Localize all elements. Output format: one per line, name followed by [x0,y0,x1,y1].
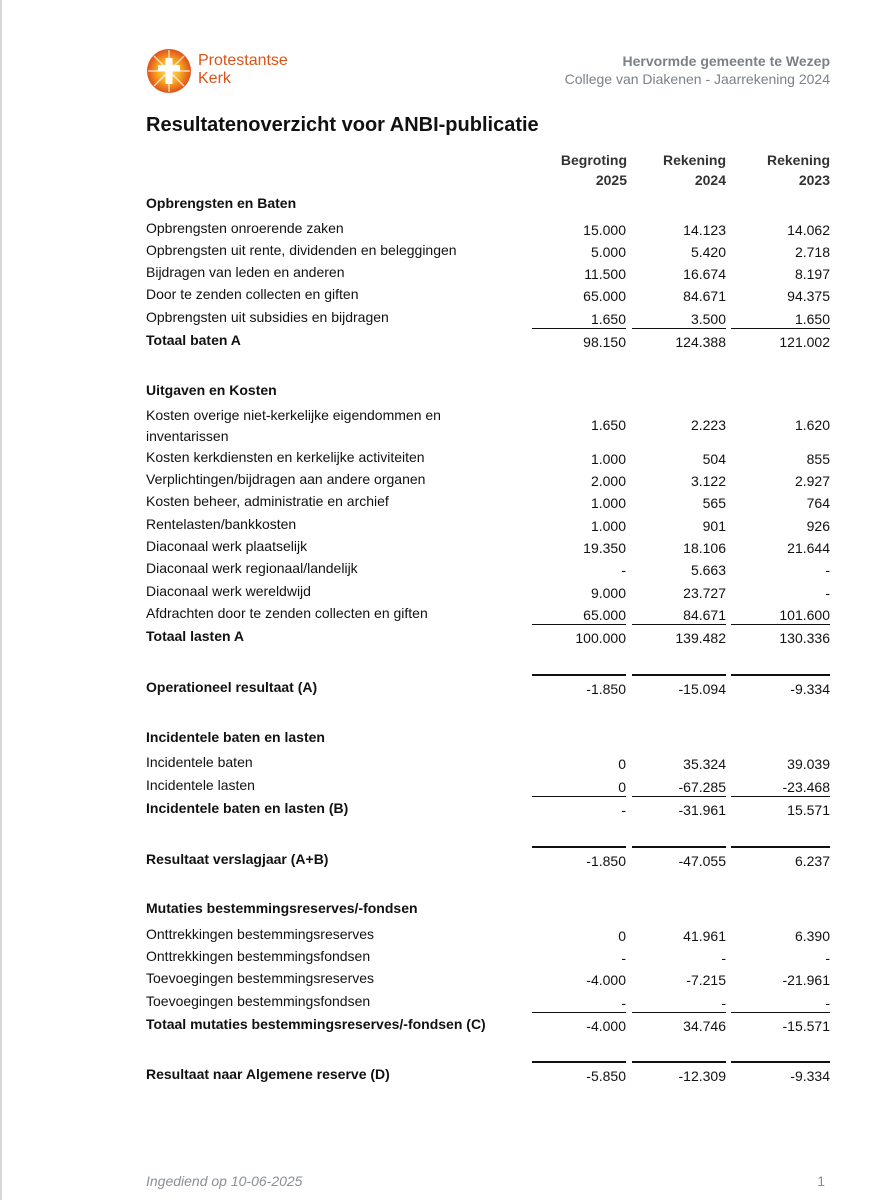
cell-value-col2: -15.094 [678,681,726,697]
cell-value-col3: 855 [806,451,830,467]
cell-value-col1: 2.000 [590,473,626,489]
row-label-text: Resultaat naar Algemene reserve (D) [146,1066,390,1082]
row-label-text: Incidentele baten en lasten (B) [146,800,349,816]
page-edge [0,0,2,1200]
cell-value-col2: - [721,950,726,966]
cell-value-col1: -1.850 [586,681,626,697]
row-label [146,193,526,214]
row-label-text: Kosten kerkdiensten en kerkelijke activiteiten [146,449,425,465]
cell-value-col2: 84.671 [683,288,726,304]
logo-line2: Kerk [198,70,231,87]
cell-value-col3: - [825,585,830,601]
column-header-line2: 2023 [798,172,830,188]
subtotal-rule [532,624,626,625]
row-label-text: Onttrekkingen bestemmingsreserves [146,926,374,942]
cell-value-col2: 124.388 [675,334,726,350]
cell-value-col3: - [825,950,830,966]
page-number: 1 [817,1173,825,1189]
row-label-text: Totaal baten A [146,332,241,348]
cell-value-col1: 1.000 [590,451,626,467]
result-rule [731,846,830,848]
row-label-text: Operationeel resultaat (A) [146,679,318,695]
row-label [146,380,526,401]
result-rule [731,674,830,676]
cell-value-col3: - [825,995,830,1011]
row-label-text: Opbrengsten uit rente, dividenden en beleggingen [146,242,457,258]
cell-value-col3: -23.468 [782,779,830,795]
cell-value-col3: 926 [806,518,830,534]
cell-value-col3: 2.718 [794,244,830,260]
subtotal-rule [731,796,830,797]
column-header-1 [527,150,627,190]
row-label-text: Totaal mutaties bestemmingsreserves/-fondsen (C) [146,1016,486,1032]
column-header-2 [626,150,726,190]
row-label-text: Bijdragen van leden en anderen [146,264,345,280]
result-rule [532,846,626,848]
cell-value-col2: 35.324 [683,756,726,772]
row-label-text: Diaconaal werk wereldwijd [146,583,311,599]
row-label-text: Diaconaal werk plaatselijk [146,538,308,554]
result-rule [632,1061,726,1063]
cell-value-col1: 0 [618,756,626,772]
subtotal-rule [632,1012,726,1013]
cell-value-col3: 130.336 [779,630,830,646]
row-label [146,514,526,535]
submitted-date: Ingediend op 10-06-2025 [146,1173,303,1189]
logo-line1: Protestantse [198,52,288,69]
row-label [146,218,526,239]
cell-value-col1: 0 [618,779,626,795]
row-label-text: Totaal lasten A [146,628,245,644]
cell-value-col1: 100.000 [575,630,626,646]
cell-value-col3: - [825,562,830,578]
document-header [565,52,830,88]
row-label-text: Verplichtingen/bijdragen aan andere organen [146,471,426,487]
org-name: Hervormde gemeente te Wezep [622,53,830,69]
cell-value-col3: 1.620 [794,417,830,433]
cell-value-col2: 14.123 [683,222,726,238]
cell-value-col3: 121.002 [779,334,830,350]
logo-wordmark [198,52,288,88]
cell-value-col3: -9.334 [790,1068,830,1084]
protestantse-kerk-logo-icon [146,48,192,94]
row-label-text: Uitgaven en Kosten [146,382,277,398]
cell-value-col1: -4.000 [586,972,626,988]
cell-value-col1: -4.000 [586,1018,626,1034]
cell-value-col3: 14.062 [787,222,830,238]
cell-value-col1: - [621,950,626,966]
row-label-text-line2: inventarissen [146,428,229,444]
cell-value-col1: 9.000 [590,585,626,601]
cell-value-col2: 23.727 [683,585,726,601]
row-label-text: Toevoegingen bestemmingsfondsen [146,993,371,1009]
cell-value-col2: 139.482 [675,630,726,646]
cell-value-col3: -15.571 [782,1018,830,1034]
row-label-text: Kosten overige niet-kerkelijke eigendommen en [146,407,441,423]
cell-value-col2: -12.309 [678,1068,726,1084]
cell-value-col2: 3.500 [690,311,726,327]
cell-value-col2: -47.055 [678,853,726,869]
cell-value-col1: 19.350 [583,540,626,556]
row-label [146,752,526,773]
result-rule [532,1061,626,1063]
subtotal-rule [731,328,830,329]
row-label-text: Opbrengsten en Baten [146,195,297,211]
cell-value-col3: 6.390 [794,928,830,944]
report-subtitle: College van Diakenen - Jaarrekening 2024 [564,71,830,87]
row-label-text: Toevoegingen bestemmingsreserves [146,970,375,986]
row-label [146,603,526,624]
row-label [146,536,526,557]
cell-value-col2: -7.215 [686,972,726,988]
cell-value-col1: - [621,562,626,578]
row-label-text: Door te zenden collecten en giften [146,286,359,302]
cell-value-col3: 39.039 [787,756,830,772]
cell-value-col3: -9.334 [790,681,830,697]
column-header-line1: Rekening [662,152,726,168]
cell-value-col1: 1.000 [590,495,626,511]
row-label-text: Incidentele baten [146,754,253,770]
row-label-text: Diaconaal werk regionaal/landelijk [146,560,358,576]
cell-value-col3: 21.644 [787,540,830,556]
cell-value-col3: 6.237 [794,853,830,869]
column-header-3 [730,150,830,190]
cell-value-col2: 34.746 [683,1018,726,1034]
cell-value-col2: 18.106 [683,540,726,556]
cell-value-col1: - [621,995,626,1011]
subtotal-rule [532,328,626,329]
cell-value-col1: - [621,802,626,818]
row-label [146,558,526,579]
cell-value-col3: -21.961 [782,972,830,988]
row-label [146,968,526,989]
cell-value-col2: 16.674 [683,266,726,282]
row-label [146,262,526,283]
row-label [146,727,526,748]
row-label [146,330,526,351]
row-label-text: Opbrengsten onroerende zaken [146,220,344,236]
row-label [146,491,526,512]
row-label [146,946,526,967]
cell-value-col2: 84.671 [683,607,726,623]
subtotal-rule [731,1012,830,1013]
row-label [146,1014,526,1035]
cell-value-col1: 65.000 [583,607,626,623]
row-label-text: Afdrachten door te zenden collecten en giften [146,605,428,621]
cell-value-col3: 2.927 [794,473,830,489]
row-label-text: Mutaties bestemmingsreserves/-fondsen [146,900,418,916]
cell-value-col1: 98.150 [583,334,626,350]
row-label [146,469,526,490]
subtotal-rule [532,796,626,797]
cell-value-col3: 15.571 [787,802,830,818]
row-label [146,1064,526,1085]
row-label [146,924,526,945]
column-header-line1: Rekening [766,152,830,168]
page-title: Resultatenoverzicht voor ANBI-publicatie [146,114,539,136]
cell-value-col1: 0 [618,928,626,944]
column-header-line2: 2024 [694,172,726,188]
cell-value-col1: 1.650 [590,311,626,327]
cell-value-col2: 2.223 [690,417,726,433]
cell-value-col1: 11.500 [584,266,626,282]
cell-value-col1: 1.000 [590,518,626,534]
cell-value-col1: 15.000 [583,222,626,238]
row-label-text: Incidentele lasten [146,777,255,793]
result-rule [731,1061,830,1063]
cell-value-col2: -67.285 [678,779,726,795]
result-rule [632,674,726,676]
row-label [146,677,526,698]
cell-value-col2: 41.961 [683,928,726,944]
row-label [146,307,526,328]
cell-value-col3: 764 [806,495,830,511]
row-label [146,991,526,1012]
row-label-text: Opbrengsten uit subsidies en bijdragen [146,309,389,325]
cell-value-col1: -1.850 [586,853,626,869]
result-rule [632,846,726,848]
row-label-text: Resultaat verslagjaar (A+B) [146,851,329,867]
subtotal-rule [731,624,830,625]
row-label-text: Incidentele baten en lasten [146,729,325,745]
row-label [146,798,526,819]
column-header-line2: 2025 [595,172,627,188]
cell-value-col3: 94.375 [787,288,830,304]
cell-value-col2: -31.961 [678,802,726,818]
row-label-text: Kosten beheer, administratie en archief [146,493,389,509]
row-label-text: Rentelasten/bankkosten [146,516,297,532]
row-label [146,626,526,647]
cell-value-col2: 3.122 [690,473,726,489]
cell-value-col1: 5.000 [590,244,626,260]
row-label [146,405,526,447]
cell-value-col3: 8.197 [794,266,830,282]
cell-value-col2: 504 [702,451,726,467]
row-label [146,898,526,919]
subtotal-rule [632,328,726,329]
subtotal-rule [532,1012,626,1013]
cell-value-col2: 5.420 [690,244,726,260]
cell-value-col2: 5.663 [690,562,726,578]
row-label [146,447,526,468]
cell-value-col2: 901 [702,518,726,534]
subtotal-rule [632,624,726,625]
cell-value-col1: 1.650 [590,417,626,433]
cell-value-col3: 1.650 [794,311,830,327]
cell-value-col1: -5.850 [586,1068,626,1084]
row-label [146,581,526,602]
cell-value-col1: 65.000 [583,288,626,304]
subtotal-rule [632,796,726,797]
row-label [146,849,526,870]
row-label [146,284,526,305]
row-label-text: Onttrekkingen bestemmingsfondsen [146,948,371,964]
cell-value-col2: 565 [702,495,726,511]
row-label [146,240,526,261]
row-label [146,775,526,796]
cell-value-col3: 101.600 [779,607,830,623]
result-rule [532,674,626,676]
column-header-line1: Begroting [560,152,627,168]
cell-value-col2: - [721,995,726,1011]
